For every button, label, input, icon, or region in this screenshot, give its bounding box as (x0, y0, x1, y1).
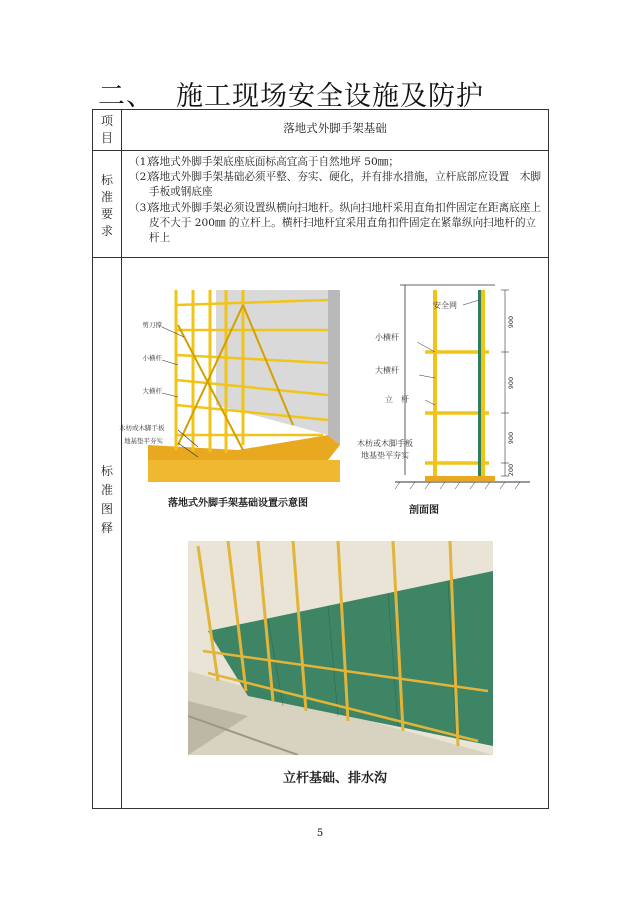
page-number: 5 (316, 828, 324, 839)
label-safety-net: 安全网 (433, 301, 457, 310)
row-divider (93, 257, 548, 258)
section-view-caption: 剖面图 (409, 505, 439, 516)
section-number: 二、 (98, 81, 154, 112)
row-divider (93, 150, 548, 151)
scaffold-3d-diagram (118, 285, 340, 485)
ground-slab (148, 460, 340, 482)
label-wood-board: 木枋或木脚手板 (357, 439, 413, 448)
standard-label: 标 准 要 求 (100, 173, 113, 238)
illustration-label: 标 准 图 释 (100, 464, 113, 535)
requirement-item: （2） 落地式外脚手架基础必须平整、夯实、硬化，并有排水措施，立杆底部应设置 木脚手板或钢底座 (129, 171, 541, 199)
requirement-item: （1） 落地式外脚手架底座底面标高宜高于自然地坪 50㎜； (129, 156, 399, 168)
site-photo-caption: 立杆基础、排水沟 (283, 771, 388, 786)
section-heading (98, 74, 484, 113)
section-uprights (435, 290, 483, 476)
dimension-900-mid: 900 (507, 376, 515, 390)
item-label: 项 目 (100, 114, 113, 145)
label-large-ledger: 大横杆 (375, 366, 399, 375)
requirement-item: （3） 落地式外脚手架必须设置纵横向扫地杆。纵向扫地杆采用直角扣件固定在距离底座上皮不大于 200㎜ 的立杆上。横杆扫地杆宜采用直角扣件固定在紧靠纵向扫地杆的立杆上 (129, 201, 541, 245)
label-large-ledger: 大横杆 (142, 387, 162, 395)
safety-net (478, 290, 481, 476)
label-small-transom: 小横杆 (375, 333, 399, 342)
dimension-900-top: 900 (507, 315, 515, 329)
wall-side (328, 290, 340, 445)
label-small-transom: 小横杆 (142, 354, 162, 362)
ground-hatch (395, 482, 520, 489)
site-photo (188, 541, 493, 755)
label-ground-compacted: 地基垫平夯实 (361, 451, 409, 460)
label-ground-compacted: 地基垫平夯实 (124, 437, 163, 445)
section-view-diagram (355, 280, 535, 490)
dimension-900-low: 900 (507, 431, 515, 445)
label-scissor-brace: 剪刀撑 (142, 321, 162, 329)
wood-pad (425, 476, 495, 481)
label-upright: 立 杆 (385, 395, 409, 404)
dimension-200: 200 (507, 463, 515, 477)
requirements-list (129, 155, 543, 246)
item-title: 落地式外脚手架基础 (283, 121, 387, 135)
label-wood-board: 木枋或木脚手板 (119, 424, 165, 432)
section-title: 施工现场安全设施及防护 (176, 81, 484, 112)
scaffold-3d-caption: 落地式外脚手架基础设置示意图 (168, 498, 308, 509)
